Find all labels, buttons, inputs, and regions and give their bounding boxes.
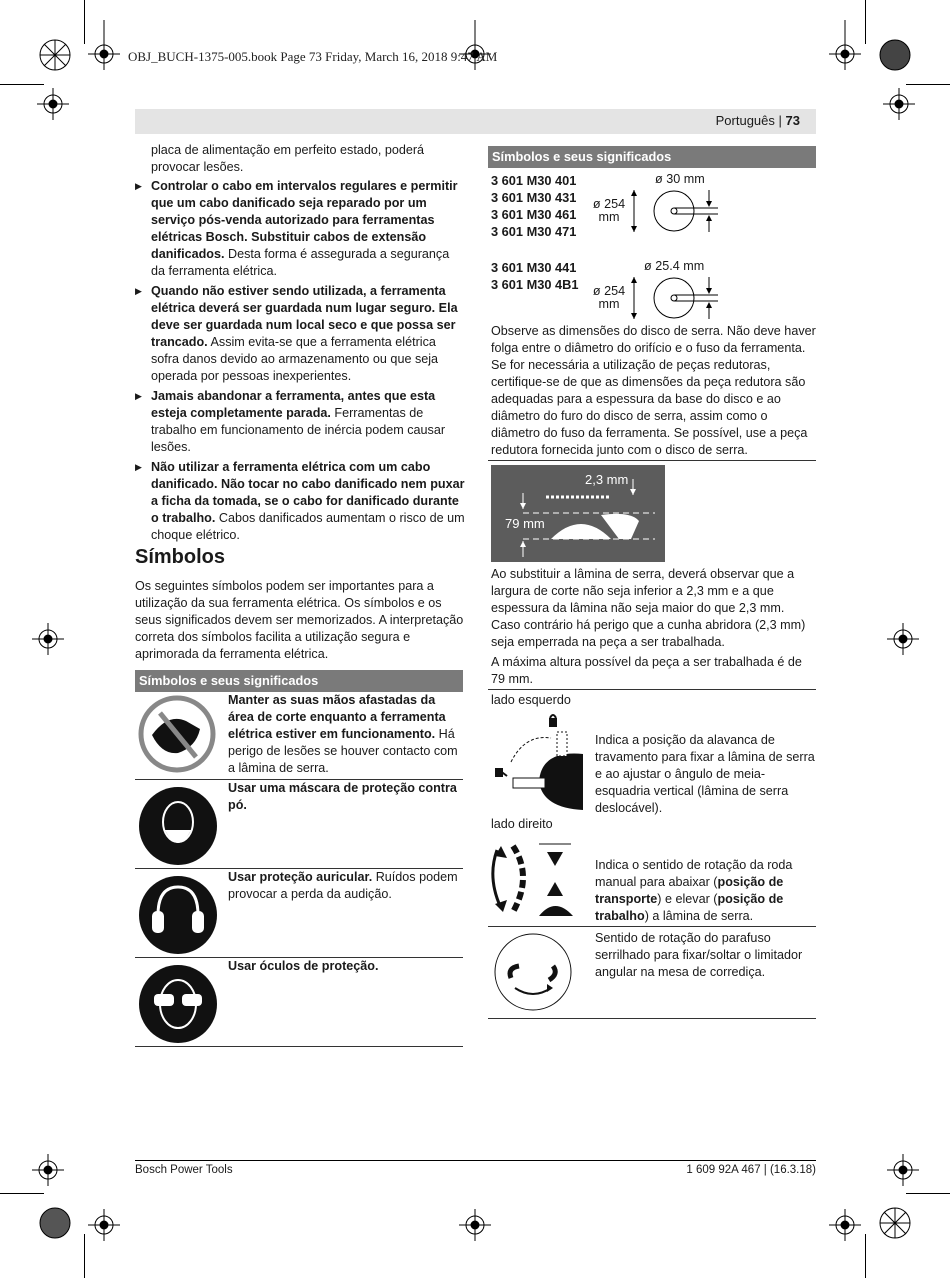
footer-doc-number: 1 609 92A 467 | (16.3.18): [686, 1164, 816, 1176]
kerf-diagram: [491, 465, 665, 562]
table-row: [135, 780, 463, 869]
kerf-label: 2,3 mm: [585, 472, 629, 487]
page-header: [716, 113, 800, 128]
table-row: [135, 692, 463, 780]
work-position: posição de trabalho: [595, 892, 784, 923]
left-side-label: lado esquerdo: [491, 693, 571, 707]
bullet-bold: Quando não estiver sendo utilizada, a ferramenta elétrica deverá ser guardada num lugar seguro. Ela deve ser guardada num local seco e que possa ser trancado.: [151, 284, 458, 349]
safety-goggles-icon: [138, 964, 218, 1044]
header-language: Português: [715, 113, 775, 128]
blade-diagram: [626, 275, 722, 321]
diameter-value: ø 254: [592, 284, 626, 298]
divider: [488, 1018, 816, 1019]
bullet-item: [135, 283, 465, 385]
dust-mask-icon: [138, 786, 218, 866]
symbols-table-header: Símbolos e seus significados: [135, 670, 463, 692]
section-text: Os seguintes símbolos podem ser importantes para a utilização da sua ferramenta elétrica. Os símbolos e os seus significados devem ser memorizados. A interpretação correta dos símbolos facilita a utilização segura e aprimorada da ferramenta elétrica.: [135, 579, 464, 661]
section-title: Símbolos: [135, 546, 226, 568]
model-number: 3 601 M30 441: [491, 260, 577, 275]
row-text: Há perigo de lesões se houver contacto com a lâmina de serra.: [228, 727, 458, 775]
header-band: [135, 109, 816, 134]
bore-label: ø 30 mm: [655, 172, 705, 186]
blade-text: Observe as dimensões do disco de serra. Não deve haver folga entre o diâmetro do orifício e o fuso da ferramenta. Se for necessária a utilização de peças redutoras, certifique-se de que as dimensões da peça redutora são adequadas para a espessura da base do disco e ao diâmetro do furo do disco de serra, assim como o diâmetro do fuso da ferramenta. Se possível, use a peça redutora fornecida junto com o disco de serra.: [491, 324, 816, 457]
table-row: [135, 958, 463, 1047]
print-slug: OBJ_BUCH-1375-005.book Page 73 Friday, March 16, 2018 9:47 AM: [128, 49, 498, 64]
model-number: 3 601 M30 461: [491, 207, 577, 222]
row-bold: Manter as suas mãos afastadas da área de corte enquanto a ferramenta elétrica estiver em funcionamento.: [228, 693, 446, 741]
left-column: [135, 142, 465, 547]
intro-text: placa de alimentação em perfeito estado, poderá provocar lesões.: [151, 143, 425, 174]
row-text: Ruídos podem provocar a perda da audição.: [228, 870, 458, 901]
right-table-header: Símbolos e seus significados: [488, 146, 816, 168]
ear-protection-icon: [138, 875, 218, 955]
transport-position: posição de transporte: [595, 875, 784, 906]
bullet-item: [135, 388, 465, 456]
lock-lever-icon: [491, 714, 586, 810]
handwheel-text: [595, 857, 815, 925]
header-separator: |: [778, 113, 782, 128]
page-number: 73: [785, 113, 800, 128]
model-number: 3 601 M30 431: [491, 190, 577, 205]
bullet-item: [135, 459, 465, 544]
height-text: A máxima altura possível da peça a ser trabalhada é de 79 mm.: [491, 655, 802, 686]
row-bold: Usar óculos de proteção.: [228, 959, 379, 973]
divider: [488, 926, 816, 927]
bullet-text: Cabos danificados aumentam o risco de um choque elétrico.: [151, 511, 465, 542]
screw-text: Sentido de rotação do parafuso serrilhado para fixar/soltar o limitador angular na mesa de corrediça.: [595, 931, 803, 979]
footer-rule: [135, 1160, 816, 1161]
row-bold: Usar uma máscara de proteção contra pó.: [228, 781, 457, 812]
diameter-unit: mm: [598, 297, 620, 311]
divider: [488, 689, 816, 690]
bullet-bold: Não utilizar a ferramenta elétrica com um cabo danificado. Não tocar no cabo danificado nem puxar a ficha da tomada, se o cabo for danificado durante o trabalho.: [151, 460, 465, 525]
left-side-text: Indica a posição da alavanca de travamento para fixar a lâmina de serra e ao ajustar o ângulo de meia-esquadria vertical (lâmina de serra deslocável).: [595, 733, 815, 815]
row-bold: Usar proteção auricular.: [228, 870, 373, 884]
bullet-text: Desta forma é assegurada a segurança da ferramenta elétrica.: [151, 247, 450, 278]
blade-group-models: [491, 259, 579, 293]
table-row: [135, 869, 463, 958]
right-side-label: lado direito: [491, 817, 553, 831]
diameter-value: ø 254: [592, 197, 626, 211]
bullet-bold: Jamais abandonar a ferramenta, antes que esta esteja completamente parada.: [151, 389, 436, 420]
kerf-text: Ao substituir a lâmina de serra, deverá observar que a largura de corte não seja inferior a 2,3 mm e a que espessura da lâmina não seja maior do que 2,3 mm. Caso contrário há perigo que a cunha abridora (2,3 mm) seja emperrada na peça a ser trabalhada.: [491, 567, 806, 649]
no-hands-icon: [138, 695, 216, 773]
knurled-screw-icon: [491, 932, 575, 1012]
height-label: 79 mm: [505, 516, 545, 531]
handwheel-text-part: Indica o sentido de rotação da roda manual para abaixar (: [595, 858, 793, 889]
bullet-text: Ferramentas de trabalho em funcionamento de inércia podem causar lesões.: [151, 406, 446, 454]
blade-group-models: [491, 172, 576, 240]
saw-blade-diagram: [491, 465, 665, 562]
model-number: 3 601 M30 4B1: [491, 277, 579, 292]
model-number: 3 601 M30 401: [491, 173, 577, 188]
handwheel-icon: [491, 838, 586, 920]
model-number: 3 601 M30 471: [491, 224, 577, 239]
diameter-label: [592, 285, 626, 311]
handwheel-text-part: ) e elevar (: [657, 892, 718, 906]
diameter-label: [592, 198, 626, 224]
handwheel-text-part: ) a lâmina de serra.: [644, 909, 754, 923]
bullet-bold: Controlar o cabo em intervalos regulares e permitir que um cabo danificado seja reparado por um serviço pós-venda autorizado para ferramentas elétricas Bosch. Substituir cabos de extensão danificados.: [151, 179, 458, 261]
footer-brand: Bosch Power Tools: [135, 1164, 233, 1176]
bullet-item: [135, 178, 465, 280]
bullet-text: Assim evita-se que a ferramenta elétrica sofra danos devido ao armazenamento ou que seja operada por pessoas inexperientes.: [151, 335, 439, 383]
bore-label: ø 25.4 mm: [644, 259, 705, 273]
blade-diagram: [626, 188, 722, 234]
diameter-unit: mm: [598, 210, 620, 224]
divider: [488, 460, 816, 461]
